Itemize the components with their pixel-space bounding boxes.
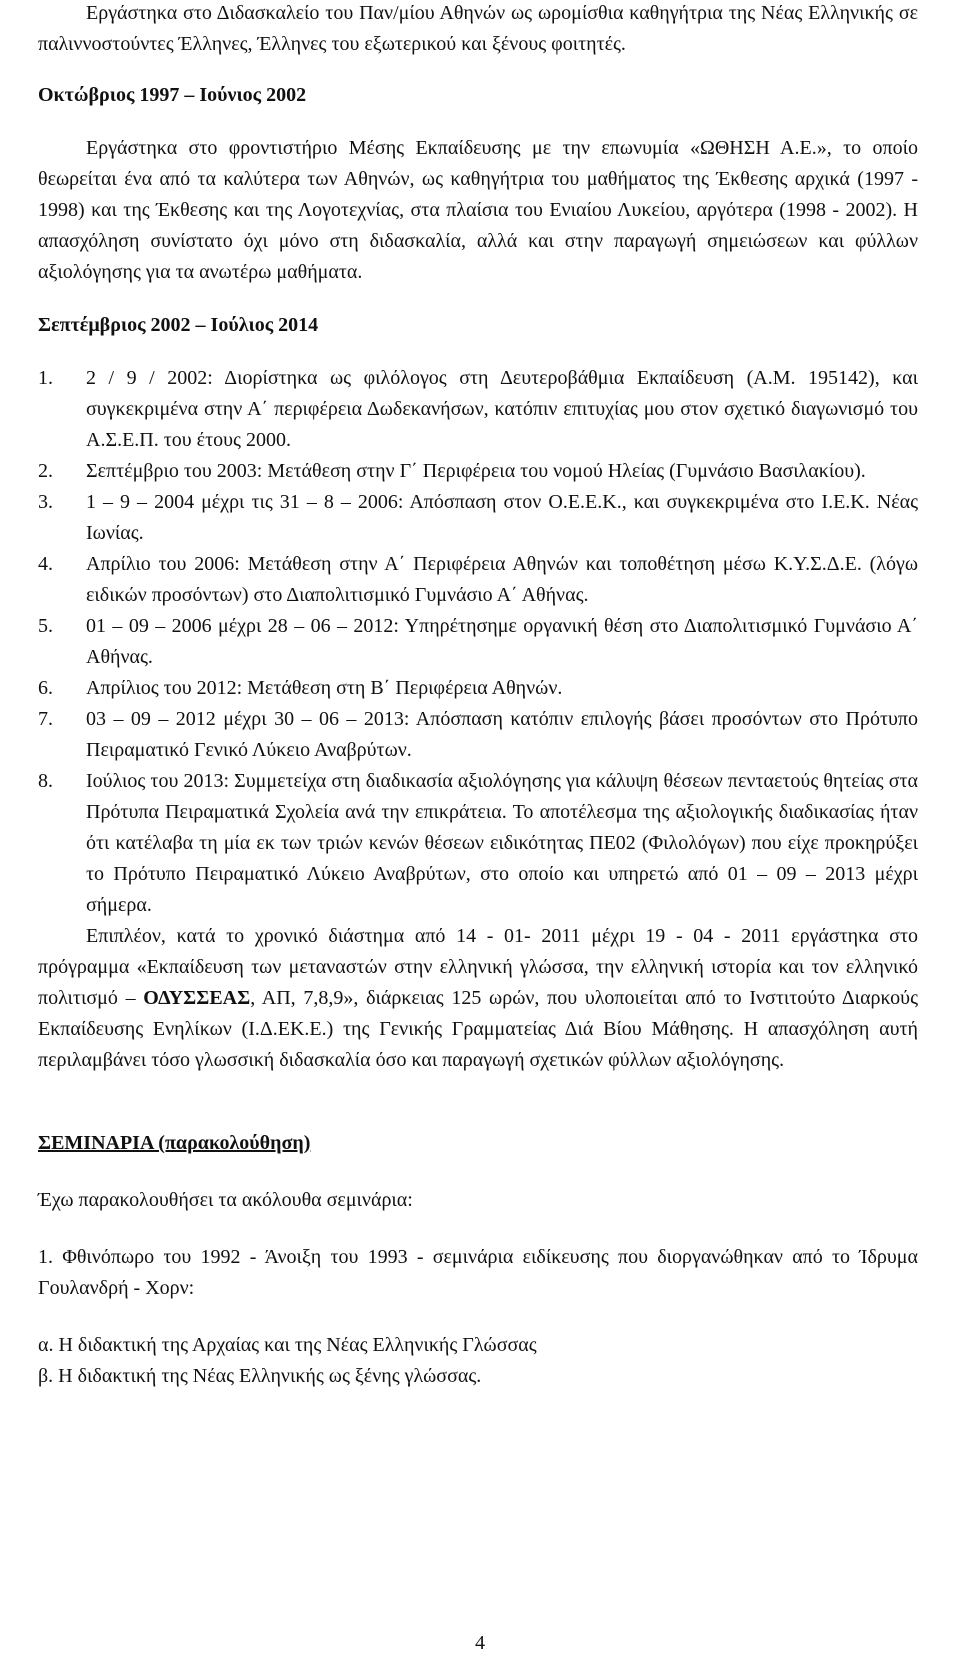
item-number: 5.: [38, 615, 53, 637]
item-text: Σεπτέμβριο του 2003: Μετάθεση στην Γ΄ Περιφέρεια του νομού Ηλείας (Γυμνάσιο Βασιλακίου).: [86, 460, 866, 482]
intro-paragraph: Εργάστηκα στο Διδασκαλείο του Παν/μίου Αθηνών ως ωρομίσθια καθηγήτρια της Νέας Ελληνικής σε παλιννοστούντες Έλληνες, Έλληνες του εξωτερικού και ξένους φοιτητές.: [38, 2, 918, 55]
seminars-heading: ΣΕΜΙΝΑΡΙΑ (παρακολούθηση): [38, 1132, 311, 1154]
period1-paragraph: Εργάστηκα στο φροντιστήριο Μέσης Εκπαίδευσης με την επωνυμία «ΩΘΗΣΗ Α.Ε.», το οποίο θεωρείται ένα από τα καλύτερα των Αθηνών, ως καθηγήτρια του μαθήματος της Έκθεσης αρχικά (1997 - 1998) και της Έκθεσης και της Λογοτεχνίας, στα πλαίσια του Ενιαίου Λυκείου, αργότερα (1998 - 2002). Η απασχόληση συνίστατο όχι μόνο στη διδασκαλία, αλλά και στην παραγωγή σημειώσεων και φύλλων αξιολόγησης για τα ανωτέρω μαθήματα.: [38, 137, 918, 283]
item-text: Απρίλιο του 2006: Μετάθεση στην Α΄ Περιφέρεια Αθηνών και τοποθέτηση μέσω Κ.Υ.Σ.Δ.Ε. (λόγω ειδικών προσόντων) στο Διαπολιτισμικό Γυμνάσιο Α΄ Αθήνας.: [86, 553, 918, 606]
item-text: 2 / 9 / 2002: Διορίστηκα ως φιλόλογος στη Δευτεροβάθμια Εκπαίδευση (Α.Μ. 195142), και συγκεκριμένα στην Α΄ περιφέρεια Δωδεκανήσων, κατόπιν επιτυχίας μου στον σχετικό διαγωνισμό του Α.Σ.Ε.Π. του έτους 2000.: [86, 367, 918, 451]
seminar-item-1: 1. Φθινόπωρο του 1992 - Άνοιξη του 1993 - σεμινάρια ειδίκευσης που διοργανώθηκαν από το Ίδρυμα Γουλανδρή - Χορν:: [38, 1246, 918, 1299]
list-item: [38, 766, 918, 921]
item-text: Απρίλιος του 2012: Μετάθεση στη Β΄ Περιφέρεια Αθηνών.: [86, 677, 563, 699]
item-number: 4.: [38, 553, 53, 575]
item-text: Ιούλιος του 2013: Συμμετείχα στη διαδικασία αξιολόγησης για κάλυψη θέσεων πενταετούς θητείας στα Πρότυπα Πειραματικά Σχολεία ανά την επικράτεια. Το αποτέλεσμα της αξιολογικής διαδικασίας ήταν ότι κατέλαβα τη μία εκ των τριών κενών θέσεων ειδικότητας ΠΕ02 (Φιλολόγων) που είχε προκηρύξει το Πρότυπο Πειραματικό Λύκειο Αναβρύτων, στο οποίο και υπηρετώ από 01 – 09 – 2013 μέχρι σήμερα.: [86, 770, 918, 916]
appointments-list: [38, 363, 918, 921]
odysseas-text-before: Επιπλέον, κατά το χρονικό διάστημα από 14 - 01- 2011 μέχρι 19 - 04 - 2011 εργάστηκα στο πρόγραμμα «Εκπαίδευση των μεταναστών στην ελληνική γλώσσα, την ελληνική ιστορία και τον ελληνικό πολιτισμό –: [38, 925, 918, 1009]
item-number: 2.: [38, 460, 53, 482]
list-item: [38, 363, 918, 456]
item-number: 3.: [38, 491, 53, 513]
list-item: [38, 456, 918, 487]
odysseas-paragraph: [38, 921, 918, 1076]
item-text: 03 – 09 – 2012 μέχρι 30 – 06 – 2013: Απόσπαση κατόπιν επιλογής βάσει προσόντων στο Πρότυπο Πειραματικό Γενικό Λύκειο Αναβρύτων.: [86, 708, 918, 761]
item-text: 1 – 9 – 2004 μέχρι τις 31 – 8 – 2006: Απόσπαση στον Ο.Ε.Ε.Κ., και συγκεκριμένα στο Ι.Ε.Κ. Νέας Ιωνίας.: [86, 491, 918, 544]
list-item: [38, 549, 918, 611]
odysseas-text-after: , ΑΠ, 7,8,9», διάρκειας 125 ωρών, που υλοποιείται από το Ινστιτούτο Διαρκούς Εκπαίδευσης Ενηλίκων (Ι.Δ.ΕΚ.Ε.) της Γενικής Γραμματείας Διά Βίου Μάθησης. Η απασχόληση αυτή περιλαμβάνει τόσο γλωσσική διδασκαλία όσο και παραγωγή σχετικών φύλλων αξιολόγησης.: [38, 987, 918, 1071]
page-body: [38, 0, 918, 1392]
period2-heading: Σεπτέμβριος 2002 – Ιούλιος 2014: [38, 314, 319, 336]
period1-heading: Οκτώβριος 1997 – Ιούνιος 2002: [38, 84, 307, 106]
seminar-subitem-a: α. Η διδακτική της Αρχαίας και της Νέας Ελληνικής Γλώσσας: [38, 1334, 537, 1356]
item-text: 01 – 09 – 2006 μέχρι 28 – 06 – 2012: Υπηρέτησημε οργανική θέση στο Διαπολιτισμικό Γυμνάσιο Α΄ Αθήνας.: [86, 615, 918, 668]
list-item: [38, 487, 918, 549]
seminar-subitem-b: β. Η διδακτική της Νέας Ελληνικής ως ξένης γλώσσας.: [38, 1365, 482, 1387]
list-item: [38, 673, 918, 704]
list-item: [38, 704, 918, 766]
odysseas-program-name: ΟΔΥΣΣΕΑΣ: [143, 987, 251, 1009]
item-number: 6.: [38, 677, 53, 699]
page-number: 4: [475, 1632, 485, 1654]
item-number: 1.: [38, 367, 53, 389]
seminars-intro: Έχω παρακολουθήσει τα ακόλουθα σεμινάρια:: [38, 1189, 413, 1211]
list-item: [38, 611, 918, 673]
item-number: 7.: [38, 708, 53, 730]
item-number: 8.: [38, 770, 53, 792]
